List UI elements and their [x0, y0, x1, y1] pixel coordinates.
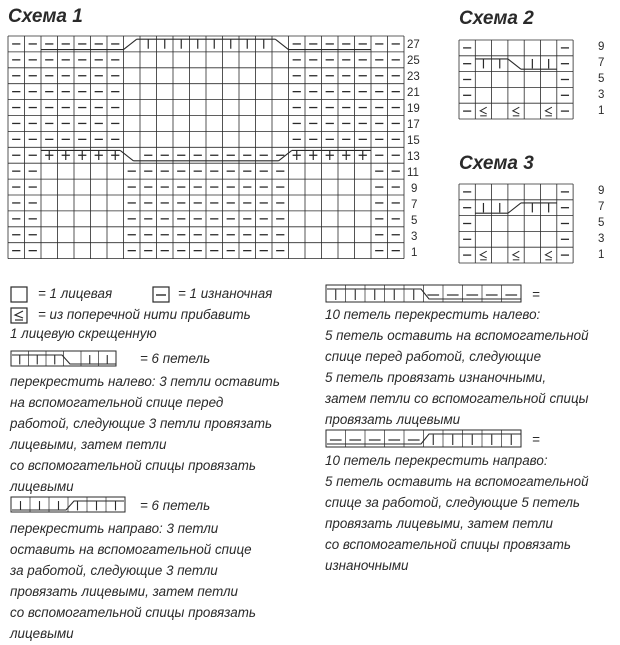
- cross-line: [124, 39, 137, 49]
- scheme-1-title: Схема 1: [8, 6, 83, 27]
- legend-cross-left-10-line-5: 5 петель провязать изнаночными,: [325, 370, 547, 385]
- cross-left-10-symbol: [325, 284, 525, 304]
- legend-purl-text: = 1 изнаночная: [178, 286, 273, 301]
- cross-right-6-symbol: [10, 496, 130, 514]
- row-number: 9: [411, 183, 418, 195]
- legend-cross-left-10-line-4: спице перед работой, следующие: [325, 349, 542, 364]
- cross-left-6-symbol: [10, 350, 120, 368]
- legend-cross-right-6-line-4: за работой, следующие 3 петли: [10, 563, 218, 578]
- legend-cross-left-6-line-2: перекрестить налево: 3 петли оставить: [10, 374, 280, 389]
- cross-line: [327, 289, 521, 299]
- increase-symbol: [10, 307, 30, 325]
- legend-cross-right-10-line-2: 10 петель перекрестить направо:: [325, 453, 548, 468]
- row-number: 17: [407, 119, 420, 131]
- row-number: 5: [411, 215, 418, 227]
- increase-mark: [480, 107, 487, 114]
- legend-cross-left-6-line-7: лицевыми: [10, 479, 74, 494]
- increase-mark: [513, 251, 520, 258]
- scheme-2-title: Схема 2: [459, 8, 534, 29]
- legend-cross-right-10-line-6: со вспомогательной спицы провязать: [325, 537, 571, 552]
- legend-increase-line-2: 1 лицевую скрещенную: [10, 326, 157, 341]
- legend-cross-right-6-line-7: лицевыми: [10, 626, 74, 641]
- row-number: 11: [407, 167, 419, 179]
- scheme-1-grid: [8, 36, 404, 259]
- cross-line: [120, 150, 133, 160]
- legend-cross-right-6-line-6: со вспомогательной спицы провязать: [10, 605, 256, 620]
- row-number: 21: [407, 87, 420, 99]
- cross-line: [508, 203, 521, 213]
- legend-cross-right-10-line-7: изнаночными: [325, 558, 409, 573]
- increase-mark: [545, 251, 552, 258]
- increase-mark: [480, 251, 487, 258]
- cross-line: [275, 39, 288, 49]
- legend-cross-right-10-line-4: спице за работой, следующие 5 петель: [325, 495, 580, 510]
- increase-mark: [545, 107, 552, 114]
- legend-cross-left-10-line-2: 10 петель перекрестить налево:: [325, 307, 541, 322]
- row-number: 9: [598, 185, 605, 197]
- scheme-3-title: Схема 3: [459, 153, 534, 174]
- increase-mark: [513, 107, 520, 114]
- row-number: 5: [598, 73, 605, 85]
- legend-cross-left-10-line-7: провязать лицевыми: [325, 412, 461, 427]
- legend-knit-text: = 1 лицевая: [38, 286, 113, 301]
- row-number: 23: [407, 71, 420, 83]
- legend-increase-line-1: = из поперечной нити прибавить: [38, 307, 251, 322]
- legend-cross-left-6-line-5: лицевыми, затем петли: [10, 437, 167, 452]
- row-number: 7: [598, 201, 605, 213]
- row-number: 27: [407, 39, 420, 51]
- legend-cross-right-10-line-3: 5 петель оставить на вспомогательной: [325, 474, 589, 489]
- scheme-3-marks: [463, 192, 569, 260]
- scheme-3-grid: [459, 184, 573, 263]
- legend-cross-right-6-line-3: оставить на вспомогательной спице: [10, 542, 252, 557]
- scheme-2-marks: [463, 48, 569, 116]
- scheme-2-grid: [459, 40, 573, 119]
- legend-cross-left-6-line-4: работой, следующие 3 петли провязать: [10, 416, 273, 431]
- legend-cross-left-10-line-3: 5 петель оставить на вспомогательной: [325, 328, 589, 343]
- legend-cross-right-6-line-2: перекрестить направо: 3 петли: [10, 521, 219, 536]
- row-number: 15: [407, 135, 420, 147]
- legend-cross-left-6-line-3: на вспомогательной спице перед: [10, 395, 224, 410]
- legend-cross-right-10-line-5: провязать лицевыми, затем петли: [325, 516, 553, 531]
- row-number: 1: [411, 247, 418, 259]
- cross-line: [12, 355, 116, 364]
- row-number: 7: [411, 199, 418, 211]
- row-number: 13: [407, 151, 420, 163]
- knit-stitch-symbol: [10, 286, 30, 304]
- cross-line: [508, 59, 521, 69]
- row-number: 19: [407, 103, 420, 115]
- row-number: 3: [598, 233, 605, 245]
- row-number: 9: [598, 41, 605, 53]
- legend-cross-left-10-line-6: затем петли со вспомогательной спицы: [325, 391, 589, 406]
- legend-cross-left-10-line-1: =: [532, 287, 540, 302]
- legend-cross-right-6-line-5: провязать лицевыми, затем петли: [10, 584, 238, 599]
- row-number: 1: [598, 249, 605, 261]
- purl-stitch-symbol: [152, 286, 172, 304]
- row-number: 1: [598, 105, 605, 117]
- row-number: 5: [598, 217, 605, 229]
- legend-cross-right-10-line-1: =: [532, 432, 540, 447]
- row-number: 3: [598, 89, 605, 101]
- row-number: 7: [598, 57, 605, 69]
- legend-cross-left-6-line-1: = 6 петель: [140, 351, 211, 366]
- cross-right-10-symbol: [325, 429, 525, 449]
- legend-cross-right-6-line-1: = 6 петель: [140, 498, 211, 513]
- row-number: 25: [407, 55, 420, 67]
- legend-cross-left-6-line-6: со вспомогательной спицы провязать: [10, 458, 256, 473]
- row-number: 3: [411, 231, 418, 243]
